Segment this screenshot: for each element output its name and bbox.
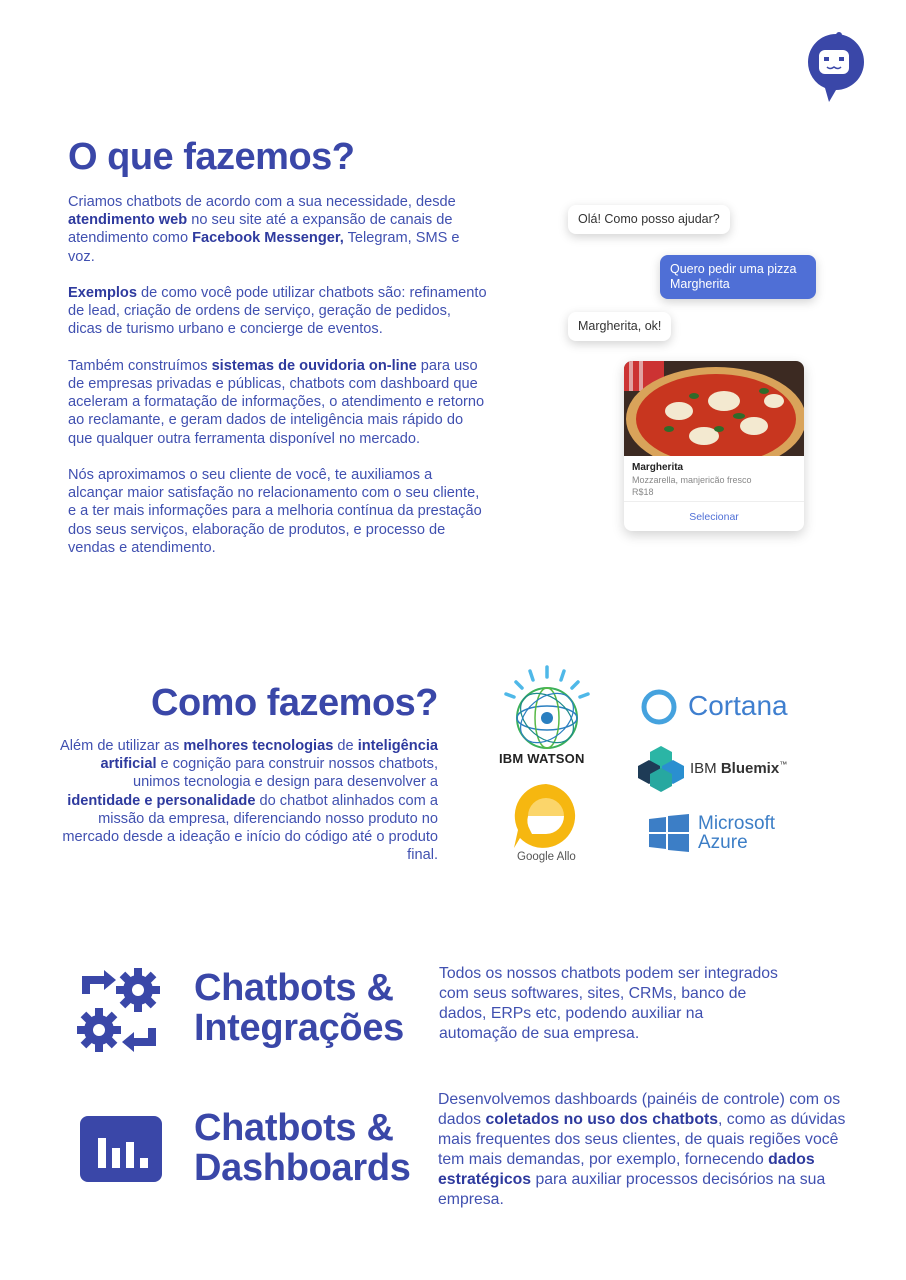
title-line: Chatbots & bbox=[194, 967, 394, 1009]
title-line: Dashboards bbox=[194, 1147, 411, 1189]
text-run: de como você pode utilizar chatbots são: refinamento de lead, criação de ordens de serviço, geração de pedidos, dicas de turismo urbano e concierge de eventos. bbox=[68, 285, 487, 338]
microsoft-azure-icon bbox=[649, 814, 689, 852]
emphasis-text: Exemplos bbox=[68, 285, 137, 301]
bot-message: Olá! Como posso ajudar? bbox=[568, 205, 730, 234]
azure-label-line1: Microsoft bbox=[698, 813, 776, 834]
text-run: no seu site até a expansão de canais de atendimento como bbox=[68, 212, 453, 247]
text-run: Todos os nossos chatbots podem ser integrados com seus softwares, sites, CRMs, banco de dados, ERPs etc, podendo auxiliar na automação de sua empresa. bbox=[439, 965, 778, 1042]
ibm-bluemix-icon bbox=[636, 744, 686, 792]
bot-message: Margherita, ok! bbox=[568, 312, 671, 341]
ibm-watson-icon bbox=[500, 664, 594, 754]
user-message: Quero pedir uma pizza Margherita bbox=[660, 255, 816, 299]
pizza-image bbox=[624, 361, 804, 456]
text-run: Desenvolvemos dashboards (painéis de controle) com os dados bbox=[438, 1091, 841, 1128]
product-card bbox=[624, 361, 804, 531]
emphasis-text: dados estratégicos bbox=[438, 1151, 815, 1188]
page-title: O que fazemos? bbox=[68, 136, 355, 178]
bluemix-bold: Bluemix bbox=[720, 760, 780, 777]
text-run: e cognição para construir nossos chatbots, unimos tecnologia e design para desenvolver a bbox=[132, 756, 438, 791]
integrations-text bbox=[439, 964, 779, 1044]
paragraph bbox=[68, 284, 488, 339]
google-allo-label: Google Allo bbox=[517, 851, 576, 863]
text-run: para uso de empresas privadas e públicas, chatbots com dashboard que aceleram a formatação de informações, o atendimento e retorno ao reclamante, e geram dados de inteligência mais rápido do que qualquer outra ferramenta disponível no mercado. bbox=[68, 357, 485, 447]
emphasis-text: coletados no uso dos chatbots bbox=[485, 1111, 719, 1128]
text-run: Criamos chatbots de acordo com a sua necessidade, desde bbox=[68, 194, 456, 210]
text-run: , como as dúvidas mais frequentes dos seus clientes, de quais regiões você tem mais demandas, por exemplo, fornecendo bbox=[438, 1111, 846, 1168]
azure-label-line2: Azure bbox=[698, 832, 748, 853]
title-line: Chatbots & bbox=[194, 1107, 394, 1149]
product-title: Margherita bbox=[632, 462, 684, 473]
dashboards-title bbox=[194, 1108, 411, 1188]
text-run: Telegram, SMS e voz. bbox=[68, 230, 460, 265]
google-allo-icon bbox=[512, 782, 580, 850]
text-run: Também construímos bbox=[68, 357, 212, 374]
paragraph bbox=[68, 193, 488, 266]
gears-sync-icon bbox=[74, 966, 164, 1056]
emphasis-text: Facebook Messenger, bbox=[192, 230, 344, 247]
cortana-label: Cortana bbox=[688, 690, 788, 721]
paragraph bbox=[68, 466, 488, 557]
emphasis-text: melhores tecnologias bbox=[183, 738, 334, 754]
ibm-watson-label: IBM WATSON bbox=[499, 751, 585, 766]
title-line: Integrações bbox=[194, 1007, 405, 1049]
emphasis-text: atendimento web bbox=[68, 212, 188, 229]
text-run: Além de utilizar as bbox=[60, 738, 184, 754]
paragraph bbox=[68, 357, 488, 448]
intro-text bbox=[68, 193, 488, 575]
bluemix-prefix: IBM bbox=[690, 760, 721, 777]
text-run: Nós aproximamos o seu cliente de você, te auxiliamos a alcançar maior satisfação no relacionamento com o seu cliente, e a ter mais informações para a melhoria contínua da prestação dos seus serviços, elaboração de produtos, e processo de vendas e atendimento. bbox=[68, 467, 482, 556]
dashboards-text bbox=[438, 1090, 848, 1210]
cortana-icon bbox=[640, 688, 678, 726]
chatbot-robot-icon bbox=[802, 30, 864, 106]
trademark: ™ bbox=[779, 760, 788, 769]
text-run: para auxiliar processos decisórios na sua empresa. bbox=[438, 1171, 826, 1208]
integrations-title bbox=[194, 968, 404, 1048]
product-description: Mozzarella, manjericão fresco bbox=[632, 475, 752, 485]
emphasis-text: inteligência artificial bbox=[100, 738, 438, 773]
emphasis-text: identidade e personalidade bbox=[67, 792, 256, 809]
text-run: do chatbot alinhados com a missão da empresa, diferenciando nosso produto no mercado desde a ideação e início do código até o produto final. bbox=[62, 792, 438, 864]
section-text bbox=[60, 737, 438, 864]
emphasis-text: sistemas de ouvidoria on-line bbox=[211, 357, 417, 374]
select-button[interactable]: Selecionar bbox=[624, 501, 804, 531]
product-price: R$18 bbox=[632, 487, 654, 497]
text-run: de bbox=[333, 738, 358, 754]
section-title: Como fazemos? bbox=[151, 682, 438, 724]
ibm-bluemix-label bbox=[690, 760, 787, 777]
bar-chart-icon bbox=[80, 1116, 162, 1182]
